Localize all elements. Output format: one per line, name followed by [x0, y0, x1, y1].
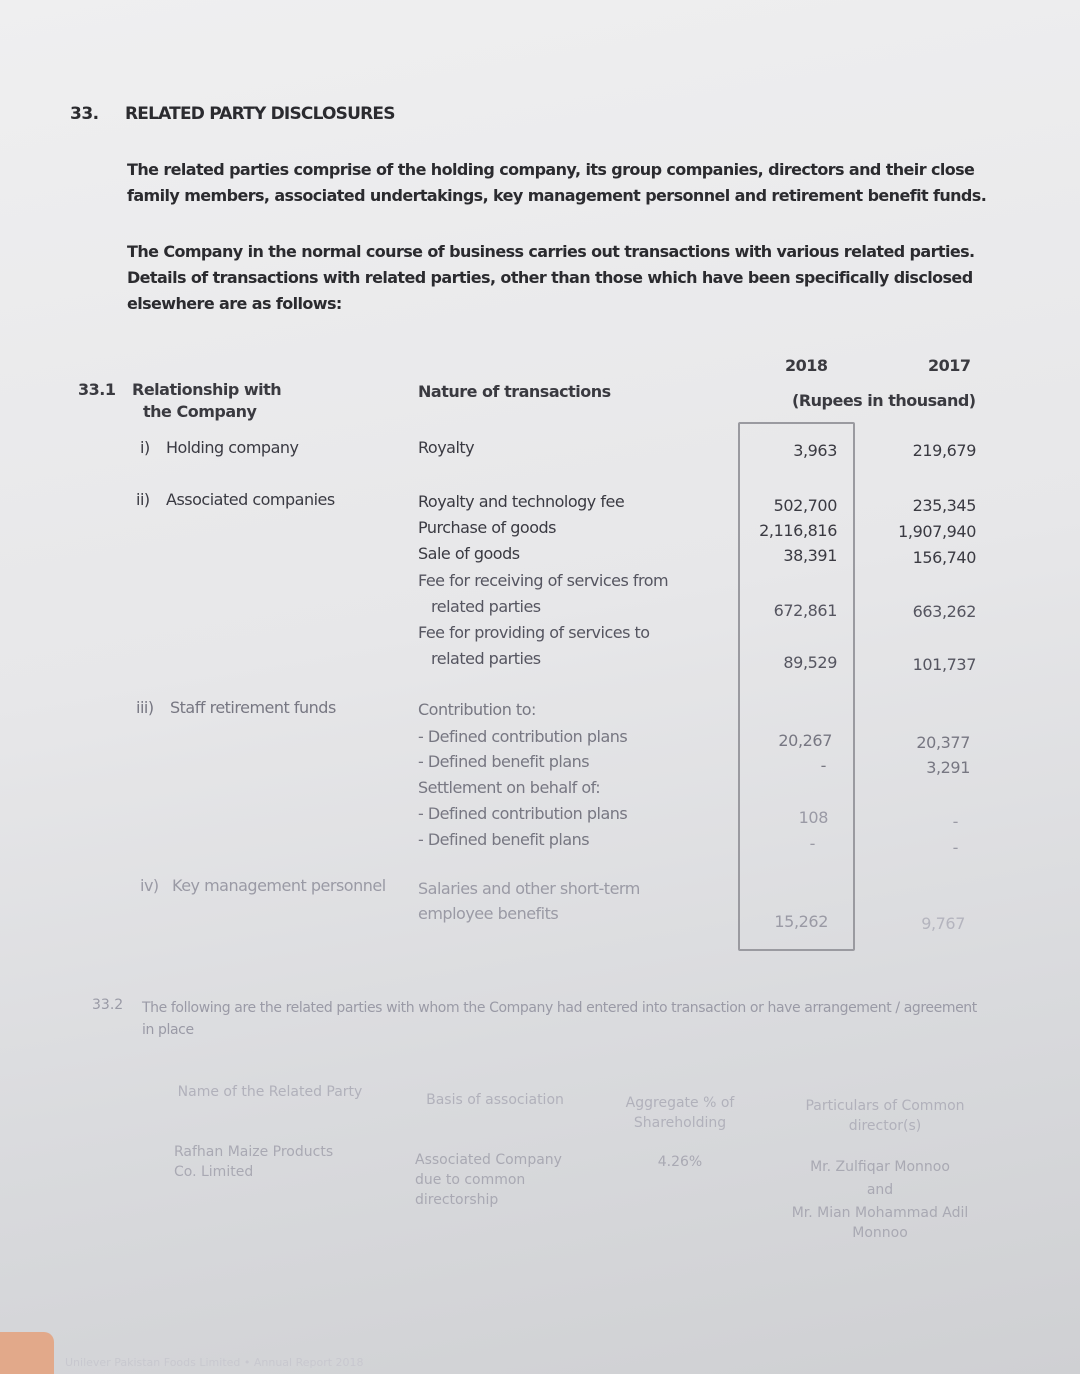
- nature-cell: - Defined benefit plans: [418, 830, 590, 849]
- nature-cell: Purchase of goods: [418, 518, 556, 537]
- group-marker: iv): [140, 876, 159, 895]
- value-2018: 20,267: [778, 731, 832, 750]
- header-name-related-party: Name of the Related Party: [177, 1084, 363, 1100]
- nature-cell: - Defined benefit plans: [418, 752, 590, 771]
- relationship-key-management-personnel: Key management personnel: [172, 876, 386, 895]
- value-2018: -: [809, 834, 815, 853]
- value-2018: 2,116,816: [759, 521, 837, 540]
- value-2018: -: [820, 756, 826, 775]
- value-2017: 101,737: [912, 655, 976, 674]
- units-header: (Rupees in thousand): [792, 391, 976, 410]
- aggregate-shareholding: 4.26%: [657, 1154, 703, 1170]
- value-2017: 9,767: [921, 914, 965, 933]
- subsection-number-33-2: 33.2: [92, 997, 124, 1013]
- value-2018: 15,262: [774, 912, 828, 931]
- value-2018: 38,391: [783, 546, 837, 565]
- value-2017: 3,291: [926, 758, 970, 777]
- nature-cell-continued: employee benefits: [418, 904, 559, 923]
- nature-cell: Sale of goods: [418, 544, 520, 563]
- value-2018: 672,861: [773, 601, 837, 620]
- year-2017-header: 2017: [928, 356, 971, 375]
- common-director-and: and: [866, 1182, 894, 1198]
- nature-cell: Royalty: [418, 438, 475, 457]
- value-2018: 108: [798, 808, 828, 827]
- relationship-staff-retirement-funds: Staff retirement funds: [170, 698, 336, 717]
- nature-cell: Royalty and technology fee: [418, 492, 625, 511]
- page-number-badge: [0, 1332, 54, 1374]
- header-common-directors: Particulars of Common director(s): [805, 1098, 965, 1134]
- intro-paragraph-2: The Company in the normal course of business carries out transactions with various related parties. Details of transactions with related parties, other than those which have been specifically disclosed elsewhere are as follows:: [127, 242, 975, 313]
- relationship-associated-companies: Associated companies: [166, 490, 335, 509]
- value-2017: 1,907,940: [898, 522, 976, 541]
- section-title: RELATED PARTY DISCLOSURES: [125, 104, 395, 124]
- value-2017: -: [952, 838, 958, 857]
- group-marker: ii): [136, 490, 150, 509]
- nature-cell-continued: related parties: [431, 649, 541, 668]
- value-2017: 663,262: [912, 602, 976, 621]
- subsection-number-33-1: 33.1: [78, 380, 116, 399]
- value-2018: 89,529: [783, 653, 837, 672]
- relationship-holding-company: Holding company: [166, 438, 299, 457]
- header-basis-association: Basis of association: [426, 1092, 564, 1108]
- value-2018: 3,963: [793, 441, 837, 460]
- intro-paragraph-1: The related parties comprise of the holding company, its group companies, directors and their close family members, associated undertakings, key management personnel and retirement benefit funds.: [127, 160, 987, 205]
- basis-of-association: Associated Company due to common directorship: [415, 1152, 562, 1208]
- nature-cell: Salaries and other short-term: [418, 879, 640, 898]
- group-marker: i): [140, 438, 150, 457]
- nature-cell: Fee for receiving of services from: [418, 571, 669, 590]
- value-2017: 219,679: [912, 441, 976, 460]
- value-2018: 502,700: [773, 496, 837, 515]
- relationship-header-line2: the Company: [143, 402, 257, 421]
- nature-cell: Contribution to:: [418, 700, 536, 719]
- nature-header: Nature of transactions: [418, 382, 611, 401]
- relationship-header-line1: Relationship with: [132, 380, 282, 399]
- common-director-2: Mr. Mian Mohammad Adil Monnoo: [791, 1205, 969, 1241]
- nature-cell: Settlement on behalf of:: [418, 778, 601, 797]
- section-number: 33.: [70, 104, 99, 124]
- nature-cell: - Defined contribution plans: [418, 804, 628, 823]
- value-2017: 156,740: [912, 548, 976, 567]
- year-2018-header: 2018: [785, 356, 828, 375]
- group-marker: iii): [136, 698, 154, 717]
- nature-cell: - Defined contribution plans: [418, 727, 628, 746]
- nature-cell-continued: related parties: [431, 597, 541, 616]
- related-parties-intro: The following are the related parties with whom the Company had entered into transaction or have arrangement / agreement in place: [142, 1000, 977, 1038]
- common-director-1: Mr. Zulfiqar Monnoo: [810, 1159, 950, 1175]
- value-2017: 235,345: [912, 496, 976, 515]
- related-party-name: Rafhan Maize Products Co. Limited: [174, 1144, 334, 1180]
- header-aggregate-shareholding: Aggregate % of Shareholding: [625, 1095, 735, 1131]
- value-2017: -: [952, 812, 958, 831]
- value-2017: 20,377: [916, 733, 970, 752]
- footer-text: Unilever Pakistan Foods Limited • Annual Report 2018: [65, 1356, 364, 1369]
- nature-cell: Fee for providing of services to: [418, 623, 650, 642]
